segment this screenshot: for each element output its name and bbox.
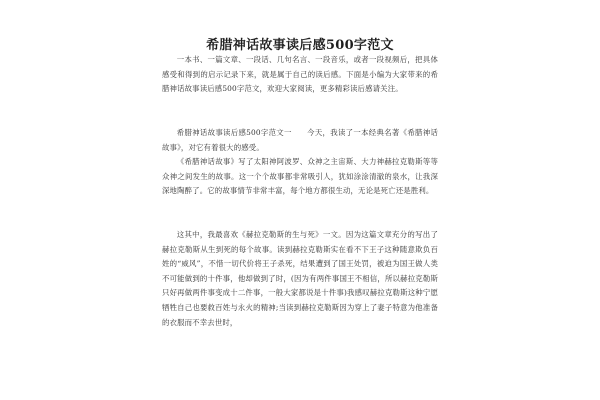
paragraph-book-summary: [162, 155, 438, 199]
paragraph-text: 希腊神话故事读后感500字范文一 今天，我读了一本经典名著《希腊神话故事》，对它有着很大的感受。: [162, 128, 438, 152]
document-page: [162, 0, 438, 400]
paragraph-essay-opening: [162, 126, 438, 155]
paragraph-text: 这其中，我最喜欢《赫拉克勒斯的生与死》一文。因为这篇文章充分的写出了赫拉克勒斯从生到死的每个故事。读到赫拉克勒斯实在看不下王子这种随意欺负百姓的“威风”，不惜一切代价将王子杀死，结果遭到了国王处罚，被迫为国王做人类不可能做到的十件事，他却做到了时，(因为有两件事国王不相信，所以赫拉克勒斯只好再做两件事变成十二件事，一般大家都说是十件事)我感叹赫拉克勒斯这种宁愿牺牲自己也要救百姓与永火的精神;当读到赫拉克勒斯因为穿上了妻子特意为他准备的衣服而不幸去世时，: [162, 230, 438, 327]
paragraph-text: 《希腊神话故事》写了太阳神阿波罗、众神之主宙斯、大力神赫拉克勒斯等等众神之间发生的故事。这一个个故事都非常吸引人，犹如涂涂清澈的泉水，让我深深地陶醉了。它的故事情节非常丰富，每个地方都很生动，无论是死亡还是胜利。: [162, 157, 438, 196]
paragraph-intro: [162, 53, 438, 97]
paragraph-text: 一本书、一篇文章、一段话、几句名言、一段音乐，或者一段视频后，把具体感受和得到的启示记录下来，就是属于自己的读后感。下面是小编为大家带来的希腊神话故事读后感500字范文，欢迎大家阅读，更多精彩读后感请关注。: [162, 55, 438, 94]
document-title: 希腊神话故事读后感500字范文: [206, 38, 394, 53]
paragraph-favorite-story: [162, 228, 438, 330]
